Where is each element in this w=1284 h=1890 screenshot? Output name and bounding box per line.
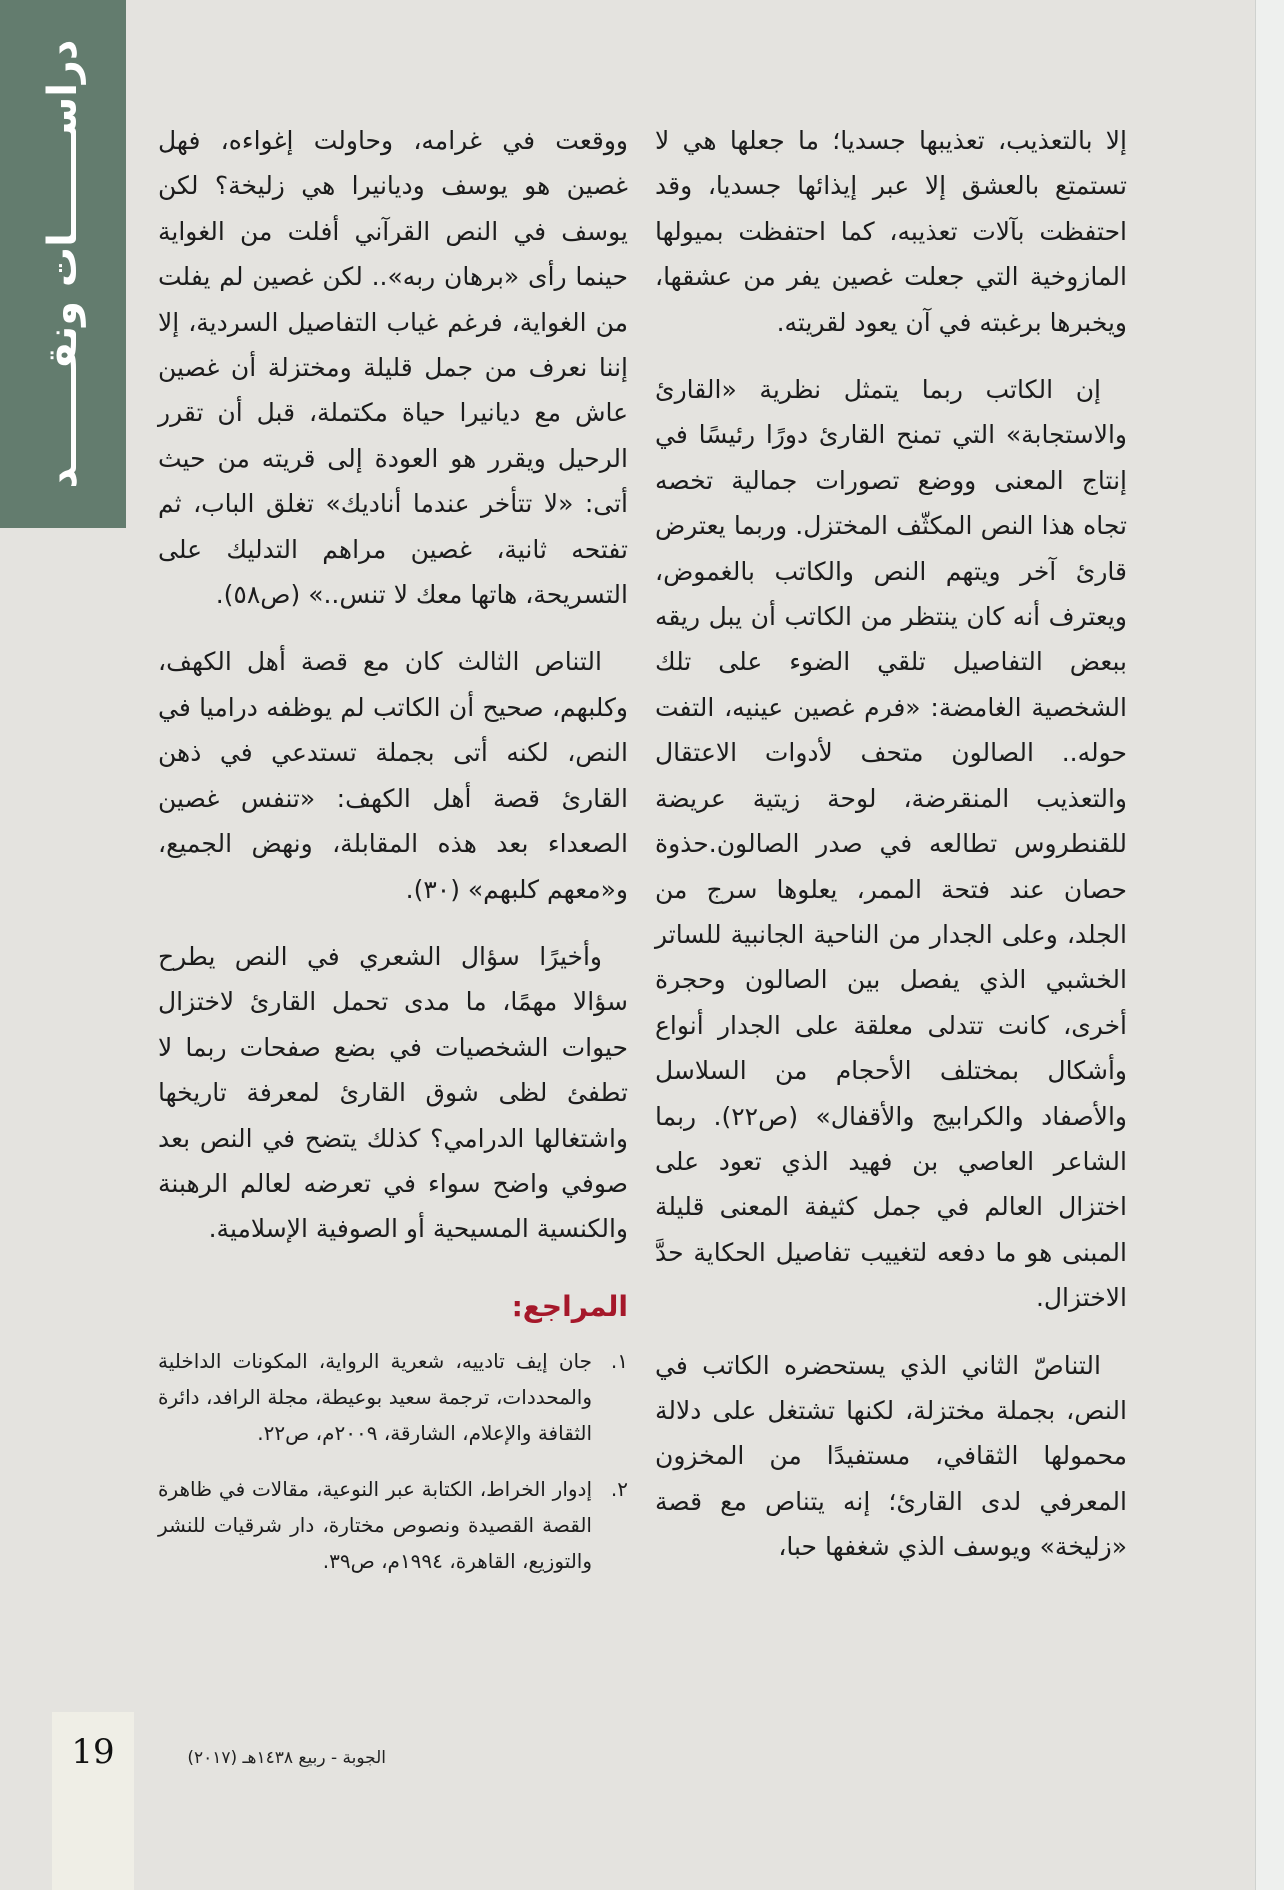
reference-text: إدوار الخراط، الكتابة عبر النوعية، مقالات في ظاهرة القصة القصيدة ونصوص مختارة، دار شرقيات للنشر والتوزيع، القاهرة، ١٩٩٤م، ص٣٩.	[158, 1477, 592, 1574]
reference-text: جان إيف تادييه، شعرية الرواية، المكونات الداخلية والمحددات، ترجمة سعيد بوعيطة، مجلة الرافد، دائرة الثقافة والإعلام، الشارقة، ٢٠٠٩م، ص٢٢.	[158, 1349, 592, 1446]
reference-number: ١.	[610, 1349, 628, 1374]
section-tab	[0, 0, 126, 528]
paragraph: وأخيرًا سؤال الشعري في النص يطرح سؤالا مهمًا، ما مدى تحمل القارئ لاختزال حيوات الشخصيات في بضع صفحات ربما لا تطفئ لظى شوق القارئ لمعرفة تاريخها واشتغالها الدرامي؟ كذلك يتضح في النص بعد صوفي واضح سواء في تعرضه لعالم الرهبنة والكنسية المسيحية أو الصوفية الإسلامية.	[158, 941, 628, 1244]
issue-footer: الجوبة - ربيع ١٤٣٨هـ (٢٠١٧)	[187, 1748, 386, 1768]
paragraph: التناص الثالث كان مع قصة أهل الكهف، وكلبهم، صحيح أن الكاتب لم يوظفه دراميا في النص، لكنه أتى بجملة تستدعي في ذهن القارئ قصة أهل الكهف: «تنفس غصين الصعداء بعد هذه المقابلة، ونهض الجميع، و«معهم كلبهم» (٣٠).	[158, 647, 628, 904]
left-text-column	[158, 118, 628, 1599]
section-title: دراســـــــات ونقـــــــد	[40, 39, 86, 489]
paragraph: ووقعت في غرامه، وحاولت إغواءه، فهل غصين هو يوسف وديانيرا هي زليخة؟ لكن يوسف في النص القرآني أفلت من الغواية حينما رأى «برهان ربه».. لكن غصين لم يفلت من الغواية، فرغم غياب التفاصيل السردية، إلا إننا نعرف من جمل قليلة ومختزلة أن غصين عاش مع ديانيرا حياة مكتملة، قبل أن تقرر الرحيل ويقرر هو العودة إلى قريته من حيث أتى: «لا تتأخر عندما أناديك» تغلق الباب، ثم تفتحه ثانية، غصين مراهم التدليك على التسريحة، هاتها معك لا تنس..» (ص٥٨).	[158, 126, 628, 610]
right-text-column	[655, 118, 1127, 1592]
reference-item	[158, 1471, 628, 1579]
references-heading: المراجع:	[511, 1289, 628, 1323]
paragraph: إن الكاتب ربما يتمثل نظرية «القارئ والاستجابة» التي تمنح القارئ دورًا رئيسًا في إنتاج المعنى ووضع تصورات جمالية تخصه تجاه هذا النص المكثّف المختزل. وربما يعترض قارئ آخر ويتهم النص والكاتب بالغموض، ويعترف أنه كان ينتظر من الكاتب أن يبل ريقه ببعض التفاصيل تلقي الضوء على تلك الشخصية الغامضة: «فرم غصين عينيه، التفت حوله.. الصالون متحف لأدوات الاعتقال والتعذيب المنقرضة، لوحة زيتية عريضة للقنطروس تطالعه في صدر الصالون.حذوة حصان عند فتحة الممر، يعلوها سرج من الجلد، وعلى الجدار من الناحية الجانبية للساتر الخشبي الذي يفصل بين الصالون وحجرة أخرى، كانت تتدلى معلقة على الجدار أنواع وأشكال بمختلف الأحجام من السلاسل والأصفاد والكرابيج والأقفال» (ص٢٢). ربما الشاعر العاصي بن فهيد الذي تعود على اختزال العالم في جمل كثيفة المعنى قليلة المبنى هو ما دفعه لتغييب تفاصيل الحكاية حدَّ الاختزال.	[655, 375, 1128, 1313]
paragraph: التناصّ الثاني الذي يستحضره الكاتب في النص، بجملة مختزلة، لكنها تشتغل على دلالة محمولها الثقافي، مستفيدًا من المخزون المعرفي لدى القارئ؛ إنه يتناص مع قصة «زليخة» ويوسف الذي شغفها حبا،	[655, 1350, 1127, 1562]
page-number: 19	[71, 1732, 115, 1772]
references-list	[158, 1343, 628, 1579]
paragraph: إلا بالتعذيب، تعذيبها جسديا؛ ما جعلها هي لا تستمتع بالعشق إلا عبر إيذائها جسديا، وقد احتفظت بآلات تعذيبه، كما احتفظت بميولها المازوخية التي جعلت غصين يفر من عشقها، ويخبرها برغبته في آن يعود لقريته.	[655, 126, 1127, 337]
reference-number: ٢.	[610, 1477, 628, 1502]
page-edge-strip	[1255, 0, 1284, 1890]
reference-item	[158, 1343, 628, 1451]
page-number-box	[52, 1712, 134, 1890]
